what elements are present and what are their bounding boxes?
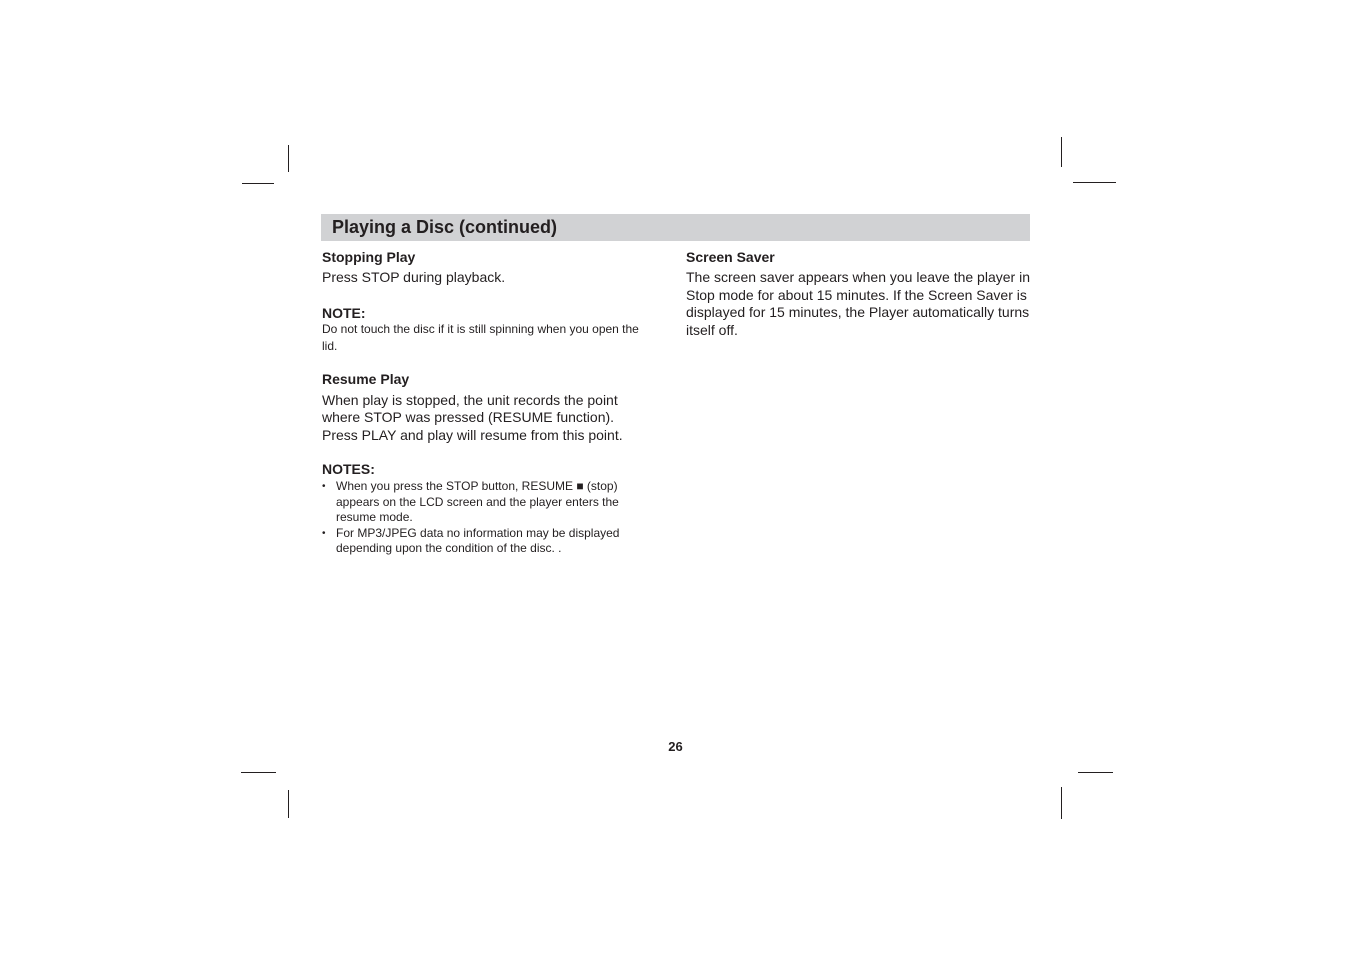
crop-mark-bottom-left-h bbox=[241, 772, 276, 773]
notes-item-text: When you press the STOP button, RESUME ■ (stop) appears on the LCD screen and the player enters the resume mode. bbox=[336, 479, 619, 524]
list-item bbox=[322, 526, 652, 557]
resume-play-body: When play is stopped, the unit records the point where STOP was pressed (RESUME function). Press PLAY and play will resume from this point. bbox=[322, 391, 623, 443]
bullet-glyph: • bbox=[322, 527, 326, 539]
screen-saver-heading: Screen Saver bbox=[686, 249, 775, 265]
section-title-bar bbox=[321, 214, 1030, 241]
stopping-play-body: Press STOP during playback. bbox=[322, 269, 506, 285]
note-body: Do not touch the disc if it is still spinning when you open the lid. bbox=[322, 321, 639, 353]
crop-mark-bottom-right-v bbox=[1061, 787, 1062, 819]
crop-mark-top-right-h bbox=[1073, 182, 1116, 183]
right-column bbox=[686, 248, 1031, 339]
resume-play-heading: Resume Play bbox=[322, 370, 410, 387]
screen-saver-body: The screen saver appears when you leave the player in Stop mode for about 15 minutes. If the Screen Saver is displayed for 15 minutes, the Player automatically turns itself off. bbox=[686, 269, 1030, 338]
crop-mark-bottom-left-v bbox=[288, 790, 289, 818]
crop-mark-top-right-v bbox=[1061, 137, 1062, 167]
crop-mark-top-left-h bbox=[242, 183, 274, 184]
page-title: Playing a Disc (continued) bbox=[332, 217, 558, 237]
stopping-play-heading: Stopping Play bbox=[322, 249, 416, 265]
page-number: 26 bbox=[668, 739, 683, 754]
notes-list bbox=[322, 479, 652, 557]
notes-heading: NOTES: bbox=[322, 461, 375, 477]
crop-mark-top-left-v bbox=[288, 145, 289, 172]
left-column bbox=[322, 248, 652, 557]
list-item bbox=[322, 479, 652, 526]
note-heading: NOTE: bbox=[322, 304, 366, 321]
notes-item-text: For MP3/JPEG data no information may be displayed depending upon the condition of the disc. . bbox=[336, 525, 620, 555]
crop-mark-bottom-right-h bbox=[1078, 772, 1113, 773]
bullet-glyph: • bbox=[322, 481, 326, 492]
